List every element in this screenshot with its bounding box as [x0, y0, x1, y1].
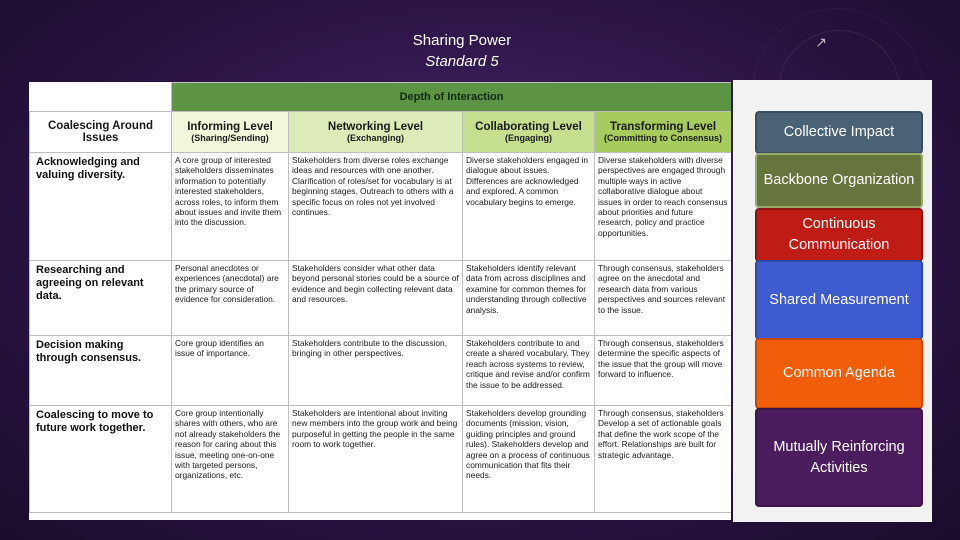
table-cell: Stakeholders identify relevant data from across disciplines and examine for common themes for understanding through collective analysis. — [463, 261, 595, 336]
depth-of-interaction-table — [29, 82, 731, 520]
column-header-collaborating — [463, 112, 595, 153]
backbone-organization-box — [755, 153, 923, 208]
table-cell: Core group identifies an issue of importance. — [172, 336, 289, 406]
table-cell: Stakeholders develop grounding documents (mission, vision, guiding principles and ground rules). Stakeholders develop and agree on a process of continuous communication that fits their needs. — [463, 406, 595, 513]
common-agenda-box — [755, 338, 923, 409]
column-subtitle: (Committing to Consensus) — [604, 133, 722, 143]
table-row — [30, 261, 732, 336]
table-cell: Stakeholders contribute to the discussion, bringing in other perspectives. — [289, 336, 463, 406]
table-corner-blank — [30, 83, 172, 112]
table-cell: Stakeholders are intentional about inviting new members into the group work and being purposeful in getting the people in the same room to work together. — [289, 406, 463, 513]
table-cell: Diverse stakeholders with diverse perspectives are engaged through multiple ways in active collaborative dialogue about issues in order to reach consensus about priorities and future research, policy and practice opportunities. — [595, 153, 732, 261]
table-row — [30, 336, 732, 406]
continuous-communication-box — [755, 208, 923, 262]
column-title: Transforming Level — [609, 121, 717, 133]
column-header-informing — [172, 112, 289, 153]
box-label: Backbone Organization — [763, 172, 915, 188]
table-cell: Personal anecdotes or experiences (anecdotal) are the primary source of evidence for consideration. — [172, 261, 289, 336]
decorative-chevron-icon: ↗ — [815, 34, 827, 50]
mutually-reinforcing-activities-box — [755, 408, 923, 507]
shared-measurement-box — [755, 260, 923, 340]
table-cell: Through consensus, stakeholders agree on the anecdotal and research data from various perspectives and sources relevant to the issue. — [595, 261, 732, 336]
row-header: Coalescing to move to future work together. — [30, 406, 172, 513]
table-cell: A core group of interested stakeholders disseminates information to potentially interested stakeholders, across roles, to inform them about issues and invite them into the discussion. — [172, 153, 289, 261]
row-header: Decision making through consensus. — [30, 336, 172, 406]
table-row — [30, 406, 732, 513]
column-subtitle: (Engaging) — [505, 133, 552, 143]
column-subtitle: (Sharing/Sending) — [191, 133, 269, 143]
table-cell: Stakeholders contribute to and create a shared vocabulary. They reach across systems to review, critique and revise and/or confirm the issue to be addressed. — [463, 336, 595, 406]
table-cell: Stakeholders from diverse roles exchange ideas and resources with one another. Clarification of roles/set for vocabulary is at beginning stages. Outreach to others with a specific focus on roles not yet involved continues. — [289, 153, 463, 261]
table-cell: Stakeholders consider what other data beyond personal stories could be a source of evidence and begin collecting relevant data and resources. — [289, 261, 463, 336]
column-title: Informing Level — [187, 121, 273, 133]
slide-title: Sharing Power — [412, 32, 512, 49]
column-subtitle: (Exchanging) — [346, 133, 404, 143]
table-cell: Core group intentionally shares with others, who are not already stakeholders the reason for caring about this issue, meeting one-on-one with targeted persons, organizations, etc. — [172, 406, 289, 513]
column-header-transforming — [595, 112, 732, 153]
table-cell: Through consensus, stakeholders determine the specific aspects of the issue that the group will move forward to influence. — [595, 336, 732, 406]
box-label: Shared Measurement — [769, 291, 909, 308]
row-header: Acknowledging and valuing diversity. — [30, 153, 172, 261]
depth-of-interaction-header: Depth of Interaction — [172, 83, 732, 112]
collective-impact-box — [755, 111, 923, 154]
column-header-networking — [289, 112, 463, 153]
table-row — [30, 153, 732, 261]
box-label: Mutually Reinforcing Activities — [773, 438, 905, 476]
box-label: Collective Impact — [783, 124, 895, 140]
table-cell: Through consensus, stakeholders Develop a set of actionable goals that define the work scope of the effort. Relationships are built for strategic advantage. — [595, 406, 732, 513]
box-label: Continuous Communication — [788, 216, 890, 253]
row-header: Researching and agreeing on relevant data. — [30, 261, 172, 336]
table-cell: Diverse stakeholders engaged in dialogue about issues. Differences are acknowledged and explored. A common vocabulary begins to emerge. — [463, 153, 595, 261]
coalescing-around-issues-header: Coalescing Around Issues — [30, 112, 172, 153]
slide-subtitle: Standard 5 — [425, 53, 499, 70]
slide-title-block — [0, 30, 924, 72]
column-title: Networking Level — [327, 121, 424, 133]
column-title: Collaborating Level — [475, 121, 582, 133]
box-label: Common Agenda — [782, 365, 896, 381]
